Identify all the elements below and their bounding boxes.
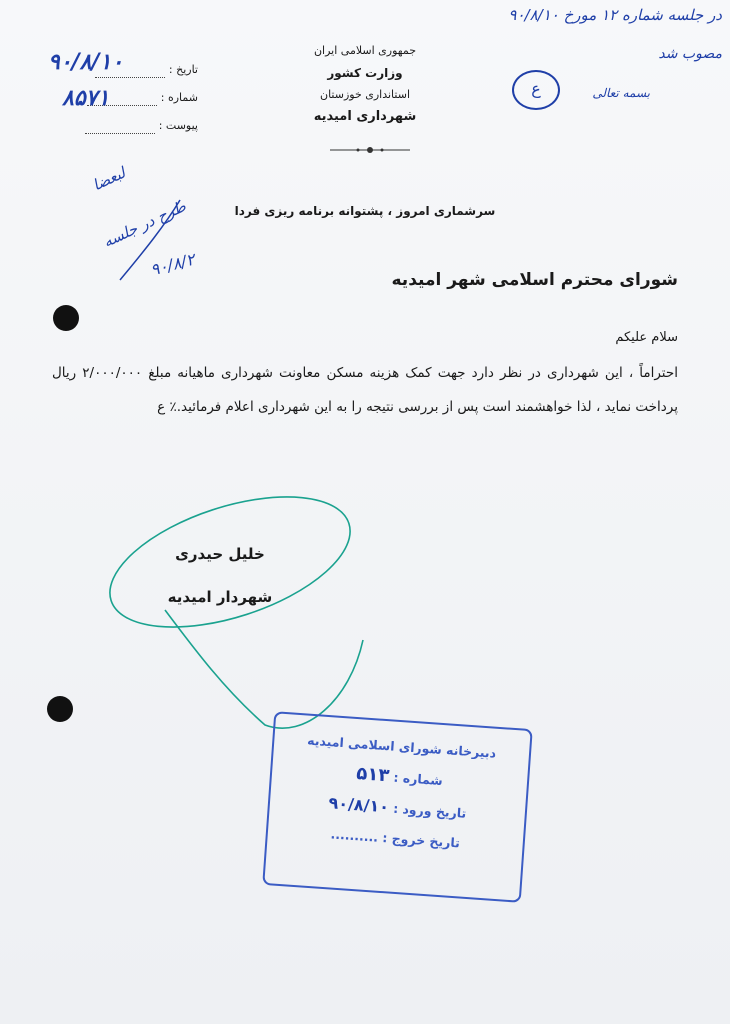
stamp-title: دبیرخانه شورای اسلامی امیدیه	[306, 732, 497, 761]
governorate-name: استانداری خوزستان	[319, 88, 410, 101]
left-note-3: ۹۰/۸/۲	[148, 249, 197, 280]
approval-note: در جلسه شماره ۱۲ مورخ ۹۰/۸/۱۰	[508, 6, 722, 24]
circle-mark	[512, 70, 560, 110]
signature-scribble	[105, 490, 375, 735]
attachment-dots	[85, 119, 155, 134]
signatory-name: خلیل حیدری	[175, 545, 265, 563]
slogan: سرشماری امروز ، پشتوانه برنامه ریزی فردا	[234, 204, 496, 218]
number-handwritten: ۸۵۷۱	[62, 86, 110, 111]
ornament-divider	[330, 145, 410, 155]
left-note-stroke	[110, 195, 190, 285]
punch-hole-top	[53, 305, 79, 331]
signatory-title: شهردار امیدیه	[167, 588, 273, 606]
left-note-2: طرح در جلسه	[100, 197, 189, 251]
date-handwritten: ۹۰/۸/۱۰	[48, 50, 124, 75]
stamp-entry-value: ۹۰/۸/۱۰	[327, 793, 390, 817]
stamp-entry-label: تاریخ ورود :	[392, 800, 467, 821]
attachment-label: پیوست :	[158, 119, 198, 132]
letter-body: احتراماً ، این شهرداری در نظر دارد جهت کمک هزینه مسکن معاونت شهرداری ماهیانه مبلغ ۲/۰۰۰/۰۰۰ ریال پرداخت نماید ، لذا خواهشمند است پس از بررسی نتیجه را به این شهرداری اعلام فرمائید.٪ ع	[52, 365, 678, 415]
circle-mark-text: ع	[531, 79, 541, 98]
approval-note-2: مصوب شد	[658, 46, 722, 62]
receipt-stamp	[262, 711, 533, 903]
greeting: سلام علیکم	[615, 330, 678, 345]
ministry-name: وزارت کشور	[327, 66, 403, 80]
attachment-row	[78, 112, 198, 140]
country-name: جمهوری اسلامی ایران	[313, 44, 417, 57]
date-label: تاریخ :	[168, 63, 198, 76]
stamp-exit-label: تاریخ خروج :	[381, 830, 461, 851]
recipient: شورای محترم اسلامی شهر امیدیه	[391, 270, 678, 290]
letterhead	[255, 40, 475, 128]
stamp-number-value: ۵۱۳	[355, 763, 391, 787]
punch-hole-bottom	[47, 696, 73, 722]
stamp-number-label: شماره :	[393, 769, 444, 789]
bismillah-note: بسمه تعالی	[592, 86, 650, 100]
stamp-exit-dots: ..........	[330, 826, 379, 845]
number-label: شماره :	[160, 91, 198, 104]
municipality-name: شهرداری امیدیه	[313, 109, 417, 124]
left-note-1: لبعضا	[89, 163, 129, 195]
